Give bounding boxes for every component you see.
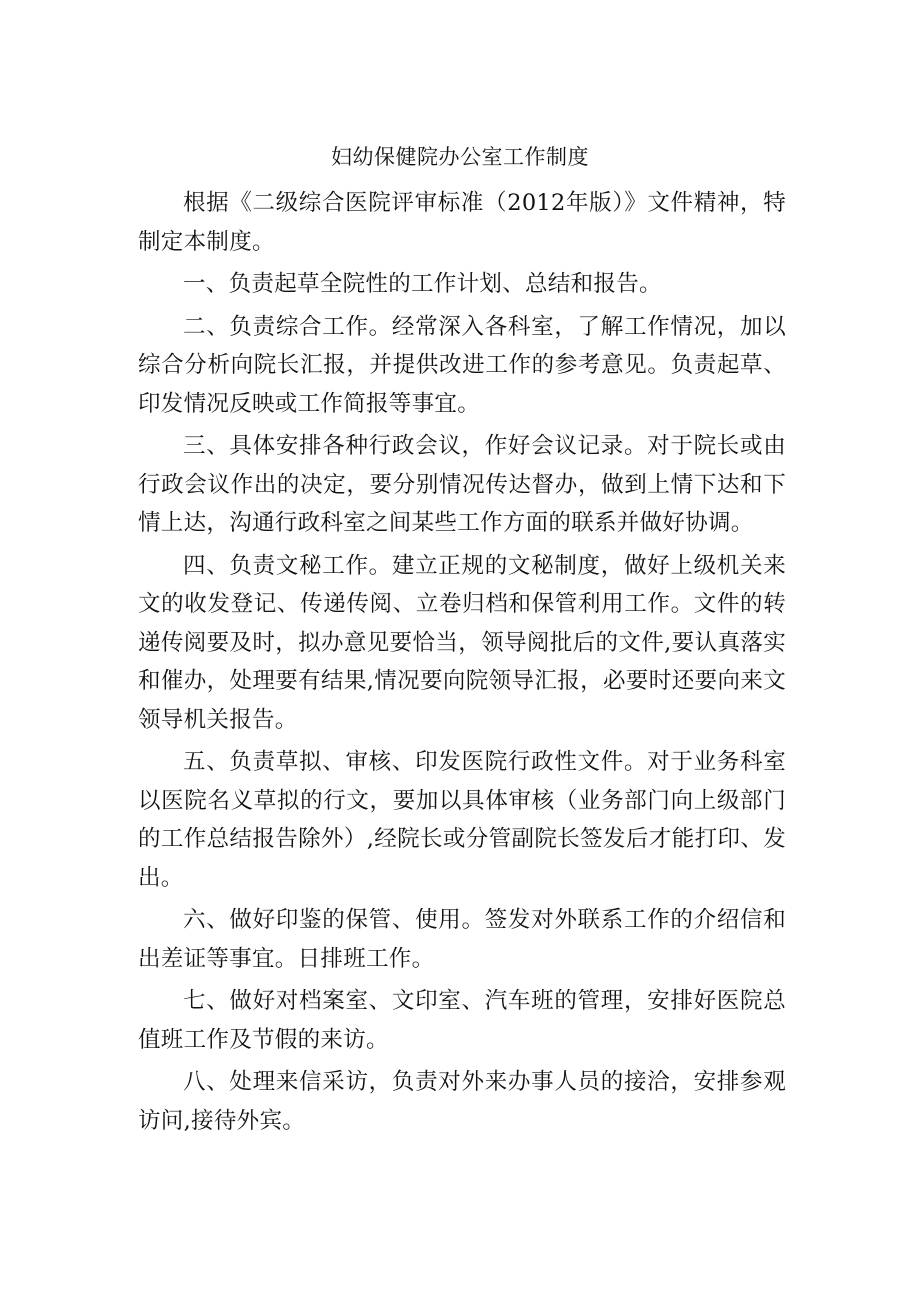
clause-3-paragraph: 三、具体安排各种行政会议，作好会议记录。对于院长或由行政会议作出的决定，要分别情况传达督办，做到上情下达和下情上达，沟通行政科室之间某些工作方面的联系并做好协调。 — [138, 433, 786, 536]
clause-2-paragraph: 二、负责综合工作。经常深入各科室，了解工作情况，加以综合分析向院长汇报，并提供改进工作的参考意见。负责起草、印发情况反映或工作简报等事宜。 — [138, 313, 786, 417]
clause-1-paragraph: 一、负责起草全院性的工作计划、总结和报告。 — [183, 271, 662, 297]
clause-5-paragraph: 五、负责草拟、审核、印发医院行政性文件。对于业务科室以医院名义草拟的行文，要加以具体审核（业务部门向上级部门的工作总结报告除外）,经院长或分管副院长签发后才能打印、发出。 — [138, 749, 786, 891]
clause-7-paragraph: 七、做好对档案室、文印室、汽车班的管理，安排好医院总值班工作及节假的来访。 — [138, 988, 786, 1053]
clause-8-paragraph: 八、处理来信采访，负责对外来办事人员的接洽，安排参观访问,接待外宾。 — [138, 1069, 786, 1134]
document-title: 妇幼保健院办公室工作制度 — [331, 145, 589, 169]
document-body — [138, 184, 786, 1144]
intro-paragraph: 根据《二级综合医院评审标准（2012年版）》文件精神，特制定本制度。 — [138, 190, 786, 255]
clause-4-paragraph: 四、负责文秘工作。建立正规的文秘制度，做好上级机关来文的收发登记、传递传阅、立卷归档和保管利用工作。文件的转递传阅要及时，拟办意见要恰当，领导阅批后的文件,要认真落实和催办，处理要有结果,情况要向院领导汇报，必要时还要向来文领导机关报告。 — [138, 552, 786, 733]
clause-6-paragraph: 六、做好印鉴的保管、使用。签发对外联系工作的介绍信和出差证等事宜。日排班工作。 — [138, 907, 786, 972]
